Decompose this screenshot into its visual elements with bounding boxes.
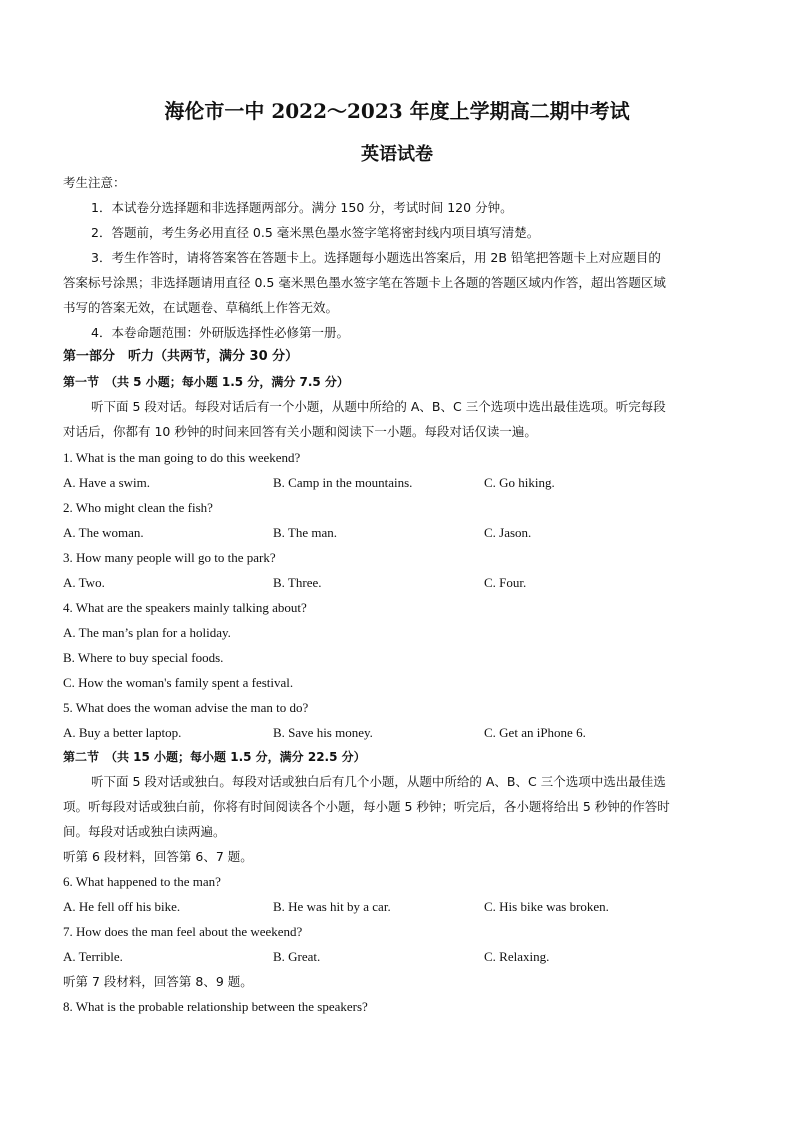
option-a: A. Have a swim. — [63, 475, 151, 490]
option-c: C. Jason. — [484, 525, 532, 540]
option-b: B. The man. — [273, 525, 338, 540]
exam-title: 海伦市一中 2022～2023 年度上学期高二期中考试 — [164, 99, 630, 123]
question-stem: 5. What does the woman advise the man to do? — [63, 700, 309, 715]
material-note: 听第 6 段材料，回答第 6、7 题。 — [63, 849, 253, 864]
option-b: B. Where to buy special foods. — [63, 650, 224, 665]
section2-instructions: 项。听每段对话或独白前，你将有时间阅读各个小题，每小题 5 秒钟；听完后，各小题将给出 5 秒钟的作答时 — [63, 799, 670, 814]
section2-heading: 第二节 （共 15 小题；每小题 1.5 分，满分 22.5 分） — [63, 750, 366, 764]
exam-subtitle: 英语试卷 — [361, 144, 433, 165]
question-stem: 4. What are the speakers mainly talking about? — [63, 600, 307, 615]
question-stem: 2. Who might clean the fish? — [63, 500, 213, 515]
option-a: A. The man’s plan for a holiday. — [63, 625, 231, 640]
option-a: A. Terrible. — [63, 949, 123, 964]
option-a: A. Buy a better laptop. — [63, 725, 182, 740]
question-stem: 6. What happened to the man? — [63, 874, 221, 889]
material-note: 听第 7 段材料，回答第 8、9 题。 — [63, 974, 253, 989]
section1-heading: 第一节 （共 5 小题；每小题 1.5 分，满分 7.5 分） — [63, 375, 349, 389]
option-b: B. Camp in the mountains. — [273, 475, 413, 490]
question-stem: 7. How does the man feel about the weekend? — [63, 924, 303, 939]
option-a: A. The woman. — [63, 525, 144, 540]
notice-item: 书写的答案无效，在试题卷、草稿纸上作答无效。 — [63, 300, 339, 315]
question-stem: 3. How many people will go to the park? — [63, 550, 276, 565]
option-c: C. His bike was broken. — [484, 899, 609, 914]
option-c: C. How the woman's family spent a festival. — [63, 675, 294, 690]
section1-instructions: 听下面 5 段对话。每段对话后有一个小题，从题中所给的 A、B、C 三个选项中选出最佳选项。听完每段 — [91, 399, 666, 414]
question-stem: 8. What is the probable relationship between the speakers? — [63, 999, 368, 1014]
notice-item: 3．考生作答时，请将答案答在答题卡上。选择题每小题选出答案后，用 2B 铅笔把答题卡上对应题目的 — [91, 250, 661, 265]
option-a: A. He fell off his bike. — [63, 899, 181, 914]
option-b: B. Great. — [273, 949, 321, 964]
part1-heading: 第一部分 听力（共两节，满分 30 分） — [63, 349, 299, 364]
notice-item: 4．本卷命题范围：外研版选择性必修第一册。 — [91, 325, 349, 340]
notice-item: 1．本试卷分选择题和非选择题两部分。满分 150 分，考试时间 120 分钟。 — [91, 200, 513, 215]
option-c: C. Go hiking. — [484, 475, 555, 490]
notice-item: 2．答题前，考生务必用直径 0.5 毫米黑色墨水签字笔将密封线内项目填写清楚。 — [91, 225, 540, 240]
option-b: B. Three. — [273, 575, 322, 590]
section1-instructions: 对话后，你都有 10 秒钟的时间来回答有关小题和阅读下一小题。每段对话仅读一遍。 — [63, 424, 537, 439]
option-c: C. Get an iPhone 6. — [484, 725, 586, 740]
option-c: C. Four. — [484, 575, 527, 590]
option-c: C. Relaxing. — [484, 949, 550, 964]
notice-item: 答案标号涂黑；非选择题请用直径 0.5 毫米黑色墨水签字笔在答题卡上各题的答题区域内作答，超出答题区域 — [63, 275, 666, 290]
section2-instructions: 听下面 5 段对话或独白。每段对话或独白后有几个小题，从题中所给的 A、B、C 三个选项中选出最佳选 — [91, 774, 666, 789]
section2-instructions: 间。每段对话或独白读两遍。 — [63, 824, 226, 839]
option-b: B. He was hit by a car. — [273, 899, 391, 914]
question-stem: 1. What is the man going to do this weekend? — [63, 450, 301, 465]
option-b: B. Save his money. — [273, 725, 373, 740]
notice-heading: 考生注意： — [63, 175, 126, 190]
option-a: A. Two. — [63, 575, 105, 590]
